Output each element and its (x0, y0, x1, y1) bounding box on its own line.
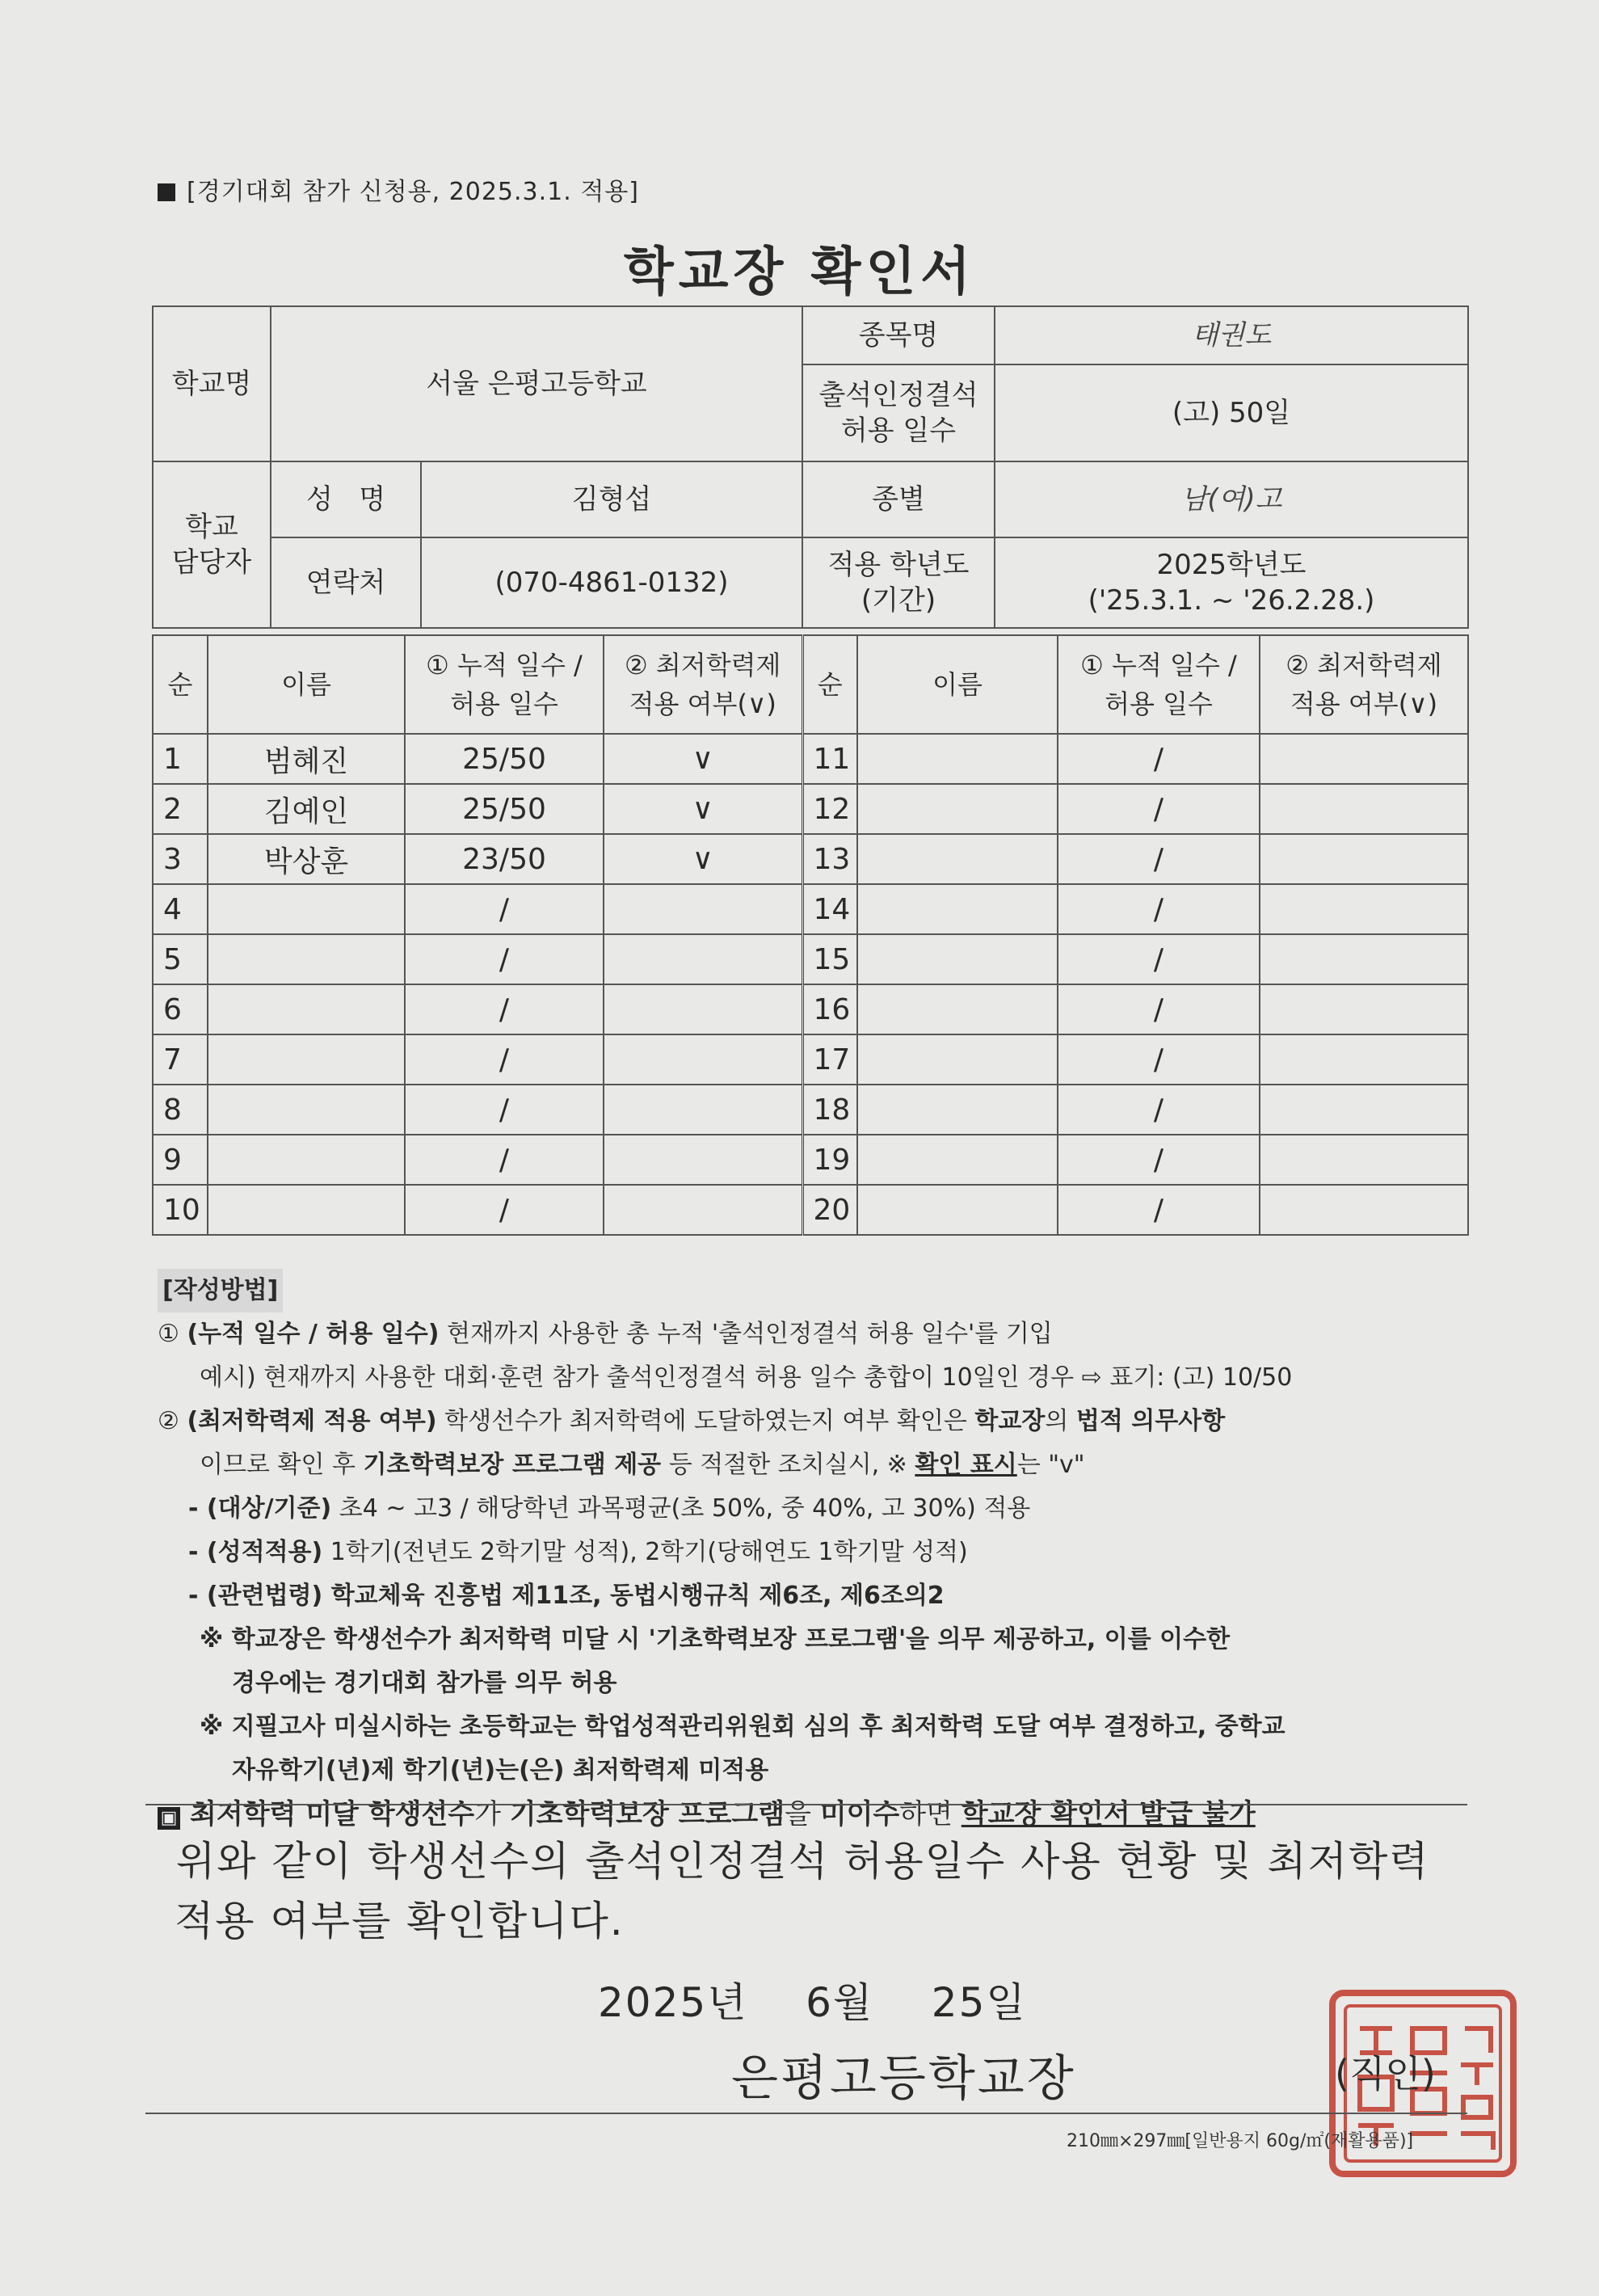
row-number-right: 17 (802, 1034, 857, 1085)
days-used: 25/50 (405, 734, 604, 784)
note2-text-b: 의 (1045, 1407, 1076, 1435)
detail2-text: 1학기(전년도 2학기말 성적), 2학기(당해연도 1학기말 성적) (322, 1538, 968, 1566)
student-name-right (857, 734, 1058, 784)
row-number-right: 14 (802, 884, 857, 934)
declaration-line2: 적용 여부를 확인합니다. (175, 1898, 625, 1944)
note2-bold: (최저학력제 적용 여부) (187, 1407, 437, 1435)
instructions (158, 1269, 1466, 1836)
final-d: 을 (785, 1798, 820, 1830)
row-number: 6 (153, 984, 208, 1034)
row-number: 1 (153, 734, 208, 784)
student-name-right (857, 984, 1058, 1034)
student-name-right (857, 1185, 1058, 1235)
year-value-line2: ('25.3.1. ~ '26.2.28.) (1088, 584, 1375, 617)
min-standard-check: ∨ (604, 734, 802, 784)
days-used: 23/50 (405, 834, 604, 884)
square-bullet-icon (158, 183, 175, 201)
min-standard-check: ∨ (604, 834, 802, 884)
final-g: 학교장 확인서 발급 불가 (961, 1798, 1256, 1830)
row-number: 3 (153, 834, 208, 884)
days-used: / (405, 1085, 604, 1135)
school-label: 학교명 (153, 306, 271, 461)
col-header-days-right (1058, 635, 1260, 734)
final-c: 기초학력보장 프로그램 (509, 1798, 785, 1830)
min-standard-check-right (1260, 1185, 1468, 1235)
min-standard-check (604, 1185, 802, 1235)
min-standard-check (604, 984, 802, 1034)
special1-line1: ※ 학교장은 학생선수가 최저학력 미달 시 '기초학력보장 프로그램'을 의무 제공하고, 이를 이수한 (200, 1625, 1231, 1654)
note1-mark: ① (158, 1320, 179, 1348)
days-used: / (405, 1185, 604, 1235)
col-header-name: 이름 (208, 635, 405, 734)
days-used: / (405, 884, 604, 934)
row-number-right: 18 (802, 1085, 857, 1135)
contact-label: 연락처 (271, 537, 421, 628)
days-used-right: / (1058, 734, 1260, 784)
student-name-right (857, 834, 1058, 884)
sport-label: 종목명 (802, 306, 995, 364)
note2-text-a: 학생선수가 최저학력에 도달하였는지 여부 확인은 (436, 1407, 975, 1435)
detail1-text: 초4 ~ 고3 / 해당학년 과목평균(초 50%, 중 40%, 고 30%) 적용 (331, 1494, 1031, 1523)
note1-bold: (누적 일수 / 허용 일수) (187, 1320, 440, 1348)
days-used-right: / (1058, 834, 1260, 884)
note2-b3: 기초학력보장 프로그램 제공 (363, 1451, 662, 1479)
table-row (153, 734, 1468, 784)
roster-header-row (153, 635, 1468, 734)
col-header-no: 순 (153, 635, 208, 734)
col-header-no-right: 순 (802, 635, 857, 734)
row-number: 2 (153, 784, 208, 834)
col-header-name-right: 이름 (857, 635, 1058, 734)
col-header-days-line1: ① 누적 일수 / (426, 650, 583, 680)
table-row (153, 784, 1468, 834)
info-table (152, 305, 1469, 629)
gender-value: 남(여)고 (995, 461, 1468, 537)
table-row (153, 1085, 1468, 1135)
min-standard-check-right (1260, 984, 1468, 1034)
year-label-line1: 적용 학년도 (827, 549, 970, 581)
row-number: 7 (153, 1034, 208, 1085)
days-used-right: / (1058, 1135, 1260, 1185)
min-standard-check: ∨ (604, 784, 802, 834)
min-standard-check (604, 1034, 802, 1085)
row-number-right: 15 (802, 934, 857, 984)
days-used-right: / (1058, 884, 1260, 934)
row-number-right: 20 (802, 1185, 857, 1235)
detail2-bold: - (성적적용) (188, 1538, 323, 1566)
final-f: 하면 (899, 1798, 962, 1830)
days-used-right: / (1058, 1185, 1260, 1235)
allowance-label-line2: 허용 일수 (840, 415, 957, 447)
manager-label-line1: 학교 (185, 511, 238, 543)
note2-line2-c: 는 "v" (1016, 1451, 1085, 1479)
student-name: 김예인 (208, 784, 405, 834)
detail3-bold: - (관련법령) (188, 1582, 323, 1610)
contact-value: (070-4861-0132) (421, 537, 802, 628)
paper-spec: 210㎜×297㎜[일반용지 60g/㎡(재활용품)] (1067, 2131, 1414, 2151)
col-header-days-right-line2: 허용 일수 (1105, 689, 1213, 719)
instructions-heading: [작성방법] (158, 1269, 283, 1312)
final-warning (158, 1793, 1466, 1836)
table-row (153, 1034, 1468, 1085)
col-header-days-line2: 허용 일수 (450, 689, 558, 719)
min-standard-check-right (1260, 934, 1468, 984)
note2-b2: 법적 의무사항 (1075, 1407, 1226, 1435)
table-row (153, 934, 1468, 984)
final-b: 가 (474, 1798, 510, 1830)
seal-mark-text: (직인) (1335, 2052, 1436, 2096)
final-a: 최저학력 미달 학생선수 (190, 1798, 475, 1830)
row-number-right: 11 (802, 734, 857, 784)
special2-line1: ※ 지필고사 미실시하는 초등학교는 학업성적관리위원회 심의 후 최저학력 도달 여부 결정하고, 중학교 (200, 1713, 1286, 1741)
manager-label (153, 461, 271, 628)
note2-mark: ② (158, 1407, 179, 1435)
note2-line2-a: 이므로 확인 후 (200, 1451, 364, 1479)
row-number-right: 16 (802, 984, 857, 1034)
col-header-min-line2: 적용 여부(∨) (629, 689, 776, 719)
note1-text: 현재까지 사용한 총 누적 '출석인정결석 허용 일수'를 기입 (439, 1320, 1053, 1348)
row-number-right: 13 (802, 834, 857, 884)
student-name (208, 884, 405, 934)
name-value: 김형섭 (421, 461, 802, 537)
year-value-line1: 2025학년도 (1156, 549, 1307, 581)
student-name (208, 1135, 405, 1185)
table-row (153, 984, 1468, 1034)
days-used-right: / (1058, 934, 1260, 984)
signer-name: 은평고등학교장 (731, 2050, 1076, 2107)
min-standard-check (604, 884, 802, 934)
school-value: 서울 은평고등학교 (271, 306, 802, 461)
student-name: 범혜진 (208, 734, 405, 784)
min-standard-check (604, 1135, 802, 1185)
col-header-min (604, 635, 802, 734)
declaration-date: 2025년 6월 25일 (598, 1979, 1027, 2026)
days-used: 25/50 (405, 784, 604, 834)
col-header-days-right-line1: ① 누적 일수 / (1080, 650, 1237, 680)
col-header-days (405, 635, 604, 734)
year-label (802, 537, 995, 628)
gender-label: 종별 (802, 461, 995, 537)
student-name-right (857, 1034, 1058, 1085)
declaration-line1: 위와 같이 학생선수의 출석인정결석 허용일수 사용 현황 및 최저학력 (176, 1838, 1430, 1885)
min-standard-check-right (1260, 834, 1468, 884)
manager-label-line2: 담당자 (171, 546, 252, 579)
student-name-right (857, 1135, 1058, 1185)
page-title: 학교장 확인서 (623, 242, 976, 302)
student-name (208, 1085, 405, 1135)
final-e: 미이수 (819, 1798, 900, 1830)
days-used-right: / (1058, 784, 1260, 834)
special1-line2: 경우에는 경기대회 참가를 의무 허용 (232, 1669, 617, 1697)
note2-line2-b: 등 적절한 조치실시, ※ (661, 1451, 915, 1479)
student-name: 박상훈 (208, 834, 405, 884)
row-number: 8 (153, 1085, 208, 1135)
roster-table (152, 634, 1469, 1236)
year-value (995, 537, 1468, 628)
row-number-right: 19 (802, 1135, 857, 1185)
student-name (208, 984, 405, 1034)
year-label-line2: (기간) (861, 584, 936, 617)
detail1-bold: - (대상/기준) (188, 1494, 332, 1523)
days-used-right: / (1058, 984, 1260, 1034)
days-used-right: / (1058, 1085, 1260, 1135)
student-name-right (857, 884, 1058, 934)
row-number-right: 12 (802, 784, 857, 834)
caption-text: [경기대회 참가 신청용, 2025.3.1. 적용] (187, 178, 639, 206)
declaration (176, 1831, 1469, 1951)
student-name-right (857, 784, 1058, 834)
divider-upper (145, 1804, 1467, 1805)
min-standard-check (604, 934, 802, 984)
min-standard-check-right (1260, 734, 1468, 784)
row-number: 9 (153, 1135, 208, 1185)
days-used: / (405, 1034, 604, 1085)
row-number: 5 (153, 934, 208, 984)
table-row (153, 1185, 1468, 1235)
col-header-min-right-line2: 적용 여부(∨) (1290, 689, 1438, 719)
student-name (208, 1185, 405, 1235)
special2-line2: 자유학기(년)제 학기(년)는(은) 최저학력제 미적용 (232, 1756, 769, 1784)
min-standard-check-right (1260, 884, 1468, 934)
days-used: / (405, 1135, 604, 1185)
min-standard-check-right (1260, 1085, 1468, 1135)
student-name (208, 934, 405, 984)
allowance-label (802, 364, 995, 461)
boxed-square-icon: ▣ (158, 1807, 180, 1830)
min-standard-check (604, 1085, 802, 1135)
note2-b1: 학교장 (974, 1407, 1046, 1435)
note2-b4: 확인 표시 (915, 1451, 1017, 1479)
name-label: 성 명 (271, 461, 421, 537)
note1-example: 예시) 현재까지 사용한 대회·훈련 참가 출석인정결석 허용 일수 총합이 10일인 경우 ⇨ 표기: (고) 10/50 (200, 1363, 1293, 1392)
detail3-text: 학교체육 진흥법 제11조, 동법시행규칙 제6조, 제6조의2 (322, 1582, 945, 1610)
days-used: / (405, 934, 604, 984)
student-name (208, 1034, 405, 1085)
min-standard-check-right (1260, 784, 1468, 834)
table-row (153, 834, 1468, 884)
sport-value: 태권도 (995, 306, 1468, 364)
table-row (153, 884, 1468, 934)
days-used: / (405, 984, 604, 1034)
col-header-min-right (1260, 635, 1468, 734)
divider-lower (145, 2113, 1467, 2114)
table-row (153, 1135, 1468, 1185)
row-number: 4 (153, 884, 208, 934)
allowance-label-line1: 출석인정결석 (818, 379, 978, 411)
days-used-right: / (1058, 1034, 1260, 1085)
student-name-right (857, 1085, 1058, 1135)
min-standard-check-right (1260, 1034, 1468, 1085)
col-header-min-right-line1: ② 최저학력제 (1286, 650, 1442, 680)
form-caption (158, 171, 639, 207)
col-header-min-line1: ② 최저학력제 (625, 650, 781, 680)
row-number: 10 (153, 1185, 208, 1235)
student-name-right (857, 934, 1058, 984)
allowance-value: (고) 50일 (995, 364, 1468, 461)
min-standard-check-right (1260, 1135, 1468, 1185)
